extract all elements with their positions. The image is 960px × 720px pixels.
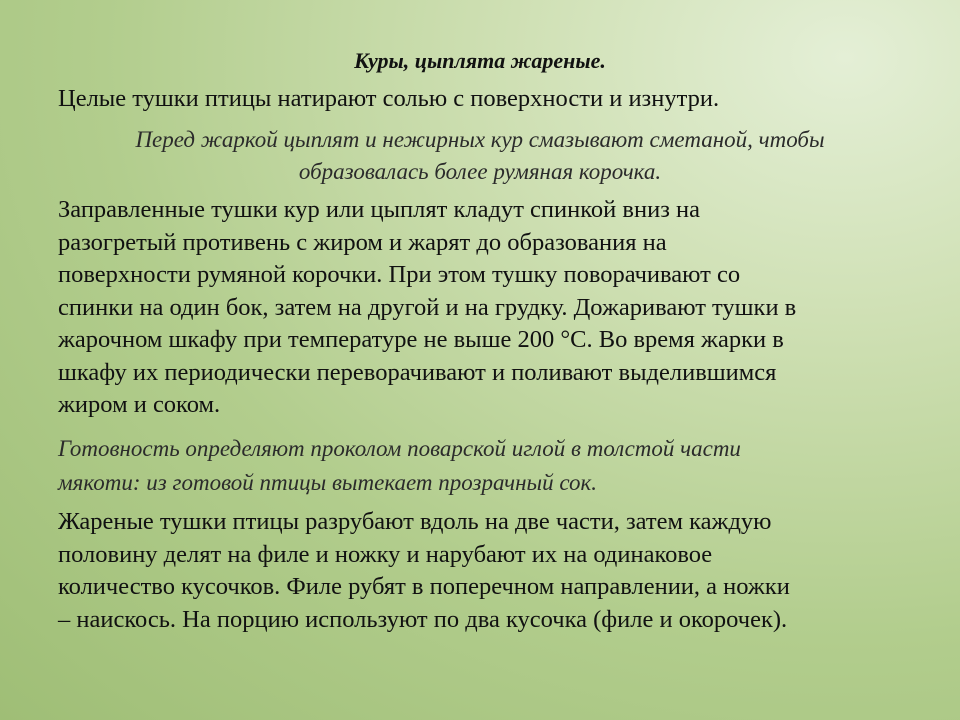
paragraph-doneness-check [58,432,918,500]
paragraph-sour-cream-note [0,124,960,188]
text-line: Жареные тушки птицы разрубают вдоль на две части, затем каждую [58,508,772,535]
paragraph-portioning [58,506,918,636]
slide-title: Куры, цыплята жареные. [354,48,606,73]
text-line: спинки на один бок, затем на другой и на грудку. Дожаривают тушки в [58,293,797,321]
text-line: Целые тушки птицы натирают солью с поверхности и изнутри. [58,85,720,112]
text-line: образовалась более румяная корочка. [298,159,662,184]
text-line: Готовность определяют проколом поварской иглой в толстой части [58,436,741,461]
text-line: Заправленные тушки кур или цыплят кладут спинкой вниз на [58,196,700,223]
paragraph-frying-process [58,194,918,422]
paragraph-salting [58,83,918,116]
text-line: жиром и соком. [58,391,221,418]
text-line: – наискось. На порцию используют по два кусочка (филе и окорочек). [58,605,788,633]
text-line: половину делят на филе и ножку и нарубают их на одинаковое [58,540,713,568]
text-line: количество кусочков. Филе рубят в поперечном направлении, а ножки [58,573,790,600]
text-line: мякоти: из готовой птицы вытекает прозрачный сок. [58,470,597,495]
text-line: Перед жаркой цыплят и нежирных кур смазывают сметаной, чтобы [135,127,825,152]
text-line: разогретый противень с жиром и жарят до образования на [58,228,667,256]
text-line: поверхности румяной корочки. При этом тушку поворачивают со [58,261,741,288]
text-line: жарочном шкафу при температуре не выше 200 °С. Во время жарки в [58,326,784,353]
text-line: шкафу их периодически переворачивают и поливают выделившимся [58,358,777,386]
